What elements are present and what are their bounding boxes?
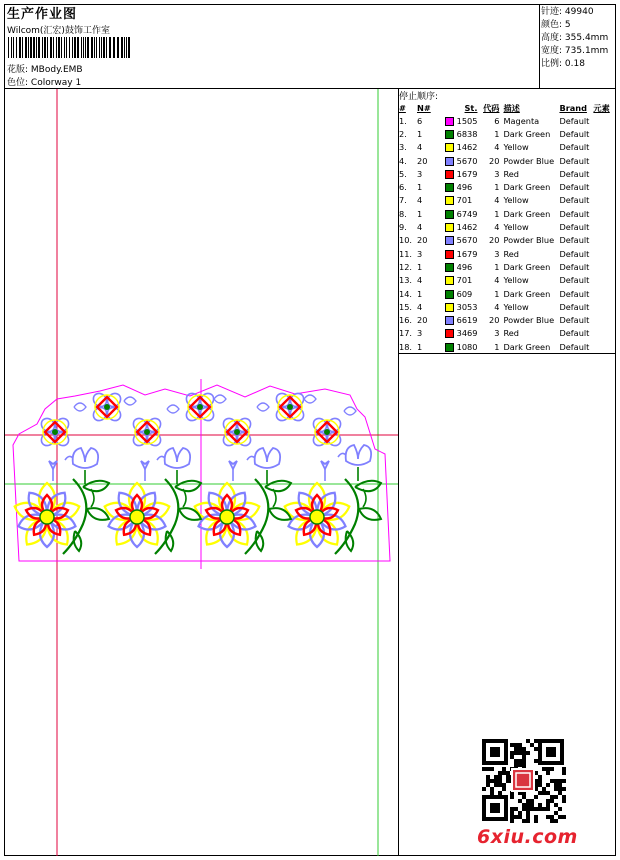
leaf-motif xyxy=(124,397,136,405)
color-swatch xyxy=(445,196,454,205)
row-element xyxy=(591,274,611,287)
row-n: 20 xyxy=(417,155,428,166)
color-swatch xyxy=(445,223,454,232)
row-num: 1 xyxy=(494,128,500,139)
row-desc: Dark Green xyxy=(503,288,551,299)
row-num: 20 xyxy=(489,235,500,246)
row-st xyxy=(443,313,479,326)
row-code: 496 xyxy=(456,261,473,272)
table-row xyxy=(397,114,612,127)
row-code: 701 xyxy=(456,275,473,286)
table-row xyxy=(397,260,612,273)
row-num: 1 xyxy=(494,341,500,352)
row-num: 3 xyxy=(494,248,500,259)
large-flower-motif xyxy=(102,483,172,549)
row-code: 3469 xyxy=(456,328,478,339)
row-st xyxy=(443,194,479,207)
small-flower-motif xyxy=(131,416,164,449)
row-num: 3 xyxy=(494,168,500,179)
row-brand: Default xyxy=(559,208,590,219)
scale-value: 0.18 xyxy=(564,59,585,69)
table-row xyxy=(397,180,612,193)
row-n: 20 xyxy=(417,235,428,246)
row-desc: Powder Blue xyxy=(503,155,555,166)
table-row xyxy=(397,340,612,353)
color-swatch xyxy=(445,210,454,219)
row-brand: Default xyxy=(559,235,590,246)
table-row xyxy=(397,207,612,220)
color-swatch xyxy=(445,157,454,166)
row-st xyxy=(443,180,479,193)
color-swatch xyxy=(445,290,454,299)
row-index: 7. xyxy=(399,195,407,206)
large-flower-motif xyxy=(282,483,352,549)
col-code: 代码 xyxy=(483,102,500,113)
row-n: 3 xyxy=(417,328,423,339)
col-st: St. xyxy=(464,103,478,113)
row-index: 1. xyxy=(399,115,407,126)
row-index: 14. xyxy=(399,288,413,299)
row-num: 1 xyxy=(494,261,500,272)
design-value: MBody.EMB xyxy=(30,65,83,75)
qr-code-image xyxy=(480,737,566,823)
row-brand: Default xyxy=(559,195,590,206)
row-element xyxy=(591,220,611,233)
row-brand: Default xyxy=(559,142,590,153)
row-st xyxy=(443,127,479,140)
row-brand: Default xyxy=(559,288,590,299)
row-desc: Red xyxy=(503,168,520,179)
embroidery-design-preview xyxy=(5,89,398,856)
row-index: 10. xyxy=(399,235,413,246)
row-brand: Default xyxy=(559,168,590,179)
row-st xyxy=(443,260,479,273)
row-code: 5670 xyxy=(456,235,478,246)
row-desc: Dark Green xyxy=(503,208,551,219)
col-index: # xyxy=(399,103,406,113)
row-st xyxy=(443,287,479,300)
stop-sequence-table xyxy=(397,102,612,353)
row-index: 8. xyxy=(399,208,407,219)
stitches-label: 针迹: xyxy=(541,7,563,17)
row-n: 1 xyxy=(417,182,423,193)
row-n: 3 xyxy=(417,168,423,179)
row-code: 5670 xyxy=(456,155,478,166)
row-desc: Red xyxy=(503,248,520,259)
row-code: 701 xyxy=(456,195,473,206)
row-st xyxy=(443,234,479,247)
row-code: 1462 xyxy=(456,142,478,153)
width-label: 宽度: xyxy=(541,46,563,56)
colorway-value: Colorway 1 xyxy=(30,78,82,88)
row-element xyxy=(591,260,611,273)
row-st xyxy=(443,154,479,167)
color-swatch xyxy=(445,316,454,325)
row-brand: Default xyxy=(559,301,590,312)
row-n: 1 xyxy=(417,261,423,272)
table-row xyxy=(397,154,612,167)
row-index: 3. xyxy=(399,142,407,153)
color-swatch xyxy=(445,329,454,338)
row-brand: Default xyxy=(559,155,590,166)
height-line xyxy=(541,32,608,45)
table-row xyxy=(397,194,612,207)
row-index: 12. xyxy=(399,261,413,272)
row-st xyxy=(443,207,479,220)
row-desc: Yellow xyxy=(503,301,529,312)
large-flower-motif xyxy=(192,483,262,549)
colorway-line xyxy=(7,75,81,88)
table-row xyxy=(397,300,612,313)
table-row xyxy=(397,141,612,154)
row-code: 609 xyxy=(456,288,473,299)
color-swatch xyxy=(445,170,454,179)
leaf-motif xyxy=(344,407,356,415)
row-n: 4 xyxy=(417,142,423,153)
row-element xyxy=(591,194,611,207)
color-swatch xyxy=(445,143,454,152)
row-element xyxy=(591,141,611,154)
row-brand: Default xyxy=(559,222,590,233)
row-st xyxy=(443,327,479,340)
row-code: 1679 xyxy=(456,248,478,259)
row-desc: Dark Green xyxy=(503,182,551,193)
design-name-line xyxy=(7,62,83,75)
row-code: 1080 xyxy=(456,341,478,352)
row-brand: Default xyxy=(559,261,590,272)
stats-divider xyxy=(539,4,540,88)
row-index: 4. xyxy=(399,155,407,166)
color-swatch xyxy=(445,250,454,259)
col-element: 元素 xyxy=(593,102,610,113)
row-element xyxy=(591,327,611,340)
row-element xyxy=(591,207,611,220)
row-n: 4 xyxy=(417,195,423,206)
row-num: 1 xyxy=(494,288,500,299)
stats-panel xyxy=(541,6,608,71)
page-title: 生产作业图 xyxy=(7,7,78,22)
barcode-image xyxy=(8,37,132,58)
row-brand: Default xyxy=(559,248,590,259)
row-desc: Dark Green xyxy=(503,341,551,352)
row-code: 6838 xyxy=(456,128,478,139)
row-num: 6 xyxy=(494,115,500,126)
row-n: 4 xyxy=(417,301,423,312)
leaf-motif xyxy=(257,403,269,411)
colors-line xyxy=(541,19,608,32)
scale-line xyxy=(541,58,608,71)
row-index: 6. xyxy=(399,182,407,193)
color-swatch xyxy=(445,183,454,192)
row-element xyxy=(591,154,611,167)
color-swatch xyxy=(445,117,454,126)
col-n: N# xyxy=(417,103,431,113)
watermark-logo: 6xiu.com xyxy=(477,826,578,848)
row-st xyxy=(443,141,479,154)
leaf-motif xyxy=(74,403,86,411)
row-element xyxy=(591,180,611,193)
row-num: 20 xyxy=(489,315,500,326)
row-num: 4 xyxy=(494,222,500,233)
tulip-motif xyxy=(338,445,371,481)
leaf-motif xyxy=(167,405,179,413)
row-code: 6619 xyxy=(456,315,478,326)
height-label: 高度: xyxy=(541,33,563,43)
row-num: 3 xyxy=(494,328,500,339)
row-num: 4 xyxy=(494,275,500,286)
row-index: 9. xyxy=(399,222,407,233)
row-n: 3 xyxy=(417,248,423,259)
table-row xyxy=(397,234,612,247)
row-code: 1679 xyxy=(456,168,478,179)
row-st xyxy=(443,220,479,233)
row-st xyxy=(443,167,479,180)
row-n: 1 xyxy=(417,128,423,139)
row-n: 20 xyxy=(417,315,428,326)
row-st xyxy=(443,274,479,287)
small-flower-motif xyxy=(274,391,307,424)
bud-motif xyxy=(321,461,329,481)
bud-motif xyxy=(141,461,149,481)
company-name: Wilcom(汇宏)鼓饰工作室 xyxy=(7,26,110,36)
row-st xyxy=(443,247,479,260)
row-desc: Yellow xyxy=(503,222,529,233)
row-num: 4 xyxy=(494,301,500,312)
design-label: 花版: xyxy=(7,65,29,75)
row-brand: Default xyxy=(559,315,590,326)
row-element xyxy=(591,114,611,127)
row-desc: Yellow xyxy=(503,195,529,206)
small-flower-motif xyxy=(91,391,124,424)
colorway-label: 色位: xyxy=(7,78,29,88)
row-desc: Yellow xyxy=(503,142,529,153)
row-n: 6 xyxy=(417,115,423,126)
row-num: 1 xyxy=(494,182,500,193)
row-index: 2. xyxy=(399,128,407,139)
row-brand: Default xyxy=(559,341,590,352)
small-flower-motif xyxy=(311,416,344,449)
leaf-motif xyxy=(304,395,316,403)
row-num: 20 xyxy=(489,155,500,166)
color-swatch xyxy=(445,263,454,272)
row-element xyxy=(591,167,611,180)
row-st xyxy=(443,340,479,353)
small-flower-motif xyxy=(221,416,254,449)
color-swatch xyxy=(445,343,454,352)
row-n: 1 xyxy=(417,208,423,219)
col-desc: 描述 xyxy=(503,102,520,113)
table-row xyxy=(397,220,612,233)
row-desc: Powder Blue xyxy=(503,315,555,326)
width-line xyxy=(541,45,608,58)
tulip-motif xyxy=(65,448,98,484)
row-element xyxy=(591,247,611,260)
row-st xyxy=(443,114,479,127)
row-brand: Default xyxy=(559,328,590,339)
row-element xyxy=(591,234,611,247)
row-desc: Magenta xyxy=(503,115,540,126)
row-code: 1505 xyxy=(456,115,478,126)
row-index: 5. xyxy=(399,168,407,179)
row-code: 1462 xyxy=(456,222,478,233)
row-num: 4 xyxy=(494,195,500,206)
leaf-motif xyxy=(214,395,226,403)
table-row xyxy=(397,274,612,287)
row-index: 17. xyxy=(399,328,413,339)
row-n: 1 xyxy=(417,288,423,299)
row-n: 4 xyxy=(417,275,423,286)
table-row xyxy=(397,247,612,260)
color-swatch xyxy=(445,130,454,139)
row-element xyxy=(591,127,611,140)
stop-sequence-title: 停止顺序: xyxy=(399,92,439,102)
row-element xyxy=(591,287,611,300)
col-brand: Brand xyxy=(559,103,587,113)
height-value: 355.4mm xyxy=(564,33,609,43)
bud-motif xyxy=(49,461,57,481)
row-brand: Default xyxy=(559,128,590,139)
tulip-motif xyxy=(157,448,190,484)
row-num: 1 xyxy=(494,208,500,219)
row-desc: Red xyxy=(503,328,520,339)
row-n: 4 xyxy=(417,222,423,233)
table-row xyxy=(397,287,612,300)
row-desc: Dark Green xyxy=(503,128,551,139)
row-index: 11. xyxy=(399,248,413,259)
table-row xyxy=(397,127,612,140)
row-desc: Yellow xyxy=(503,275,529,286)
table-row xyxy=(397,327,612,340)
scale-label: 比例: xyxy=(541,59,563,69)
bud-motif xyxy=(229,461,237,481)
row-element xyxy=(591,300,611,313)
row-num: 4 xyxy=(494,142,500,153)
row-index: 13. xyxy=(399,275,413,286)
row-st xyxy=(443,300,479,313)
large-flower-motif xyxy=(12,483,82,549)
row-brand: Default xyxy=(559,182,590,193)
row-element xyxy=(591,340,611,353)
row-brand: Default xyxy=(559,275,590,286)
row-desc: Dark Green xyxy=(503,261,551,272)
row-element xyxy=(591,313,611,326)
table-row xyxy=(397,313,612,326)
stitches-value: 49940 xyxy=(564,7,594,17)
row-index: 16. xyxy=(399,315,413,326)
tulip-motif xyxy=(247,448,280,484)
small-flower-motif xyxy=(39,416,72,449)
row-code: 3053 xyxy=(456,301,478,312)
row-desc: Powder Blue xyxy=(503,235,555,246)
row-index: 15. xyxy=(399,301,413,312)
row-index: 18. xyxy=(399,341,413,352)
width-value: 735.1mm xyxy=(564,46,609,56)
color-swatch xyxy=(445,236,454,245)
table-header-row xyxy=(397,102,612,114)
row-code: 6749 xyxy=(456,208,478,219)
row-brand: Default xyxy=(559,115,590,126)
color-swatch xyxy=(445,303,454,312)
table-row xyxy=(397,167,612,180)
row-code: 496 xyxy=(456,182,473,193)
color-swatch xyxy=(445,276,454,285)
row-n: 1 xyxy=(417,341,423,352)
colors-label: 颜色: xyxy=(541,20,563,30)
stitches-line xyxy=(541,6,608,19)
colors-value: 5 xyxy=(564,20,571,30)
